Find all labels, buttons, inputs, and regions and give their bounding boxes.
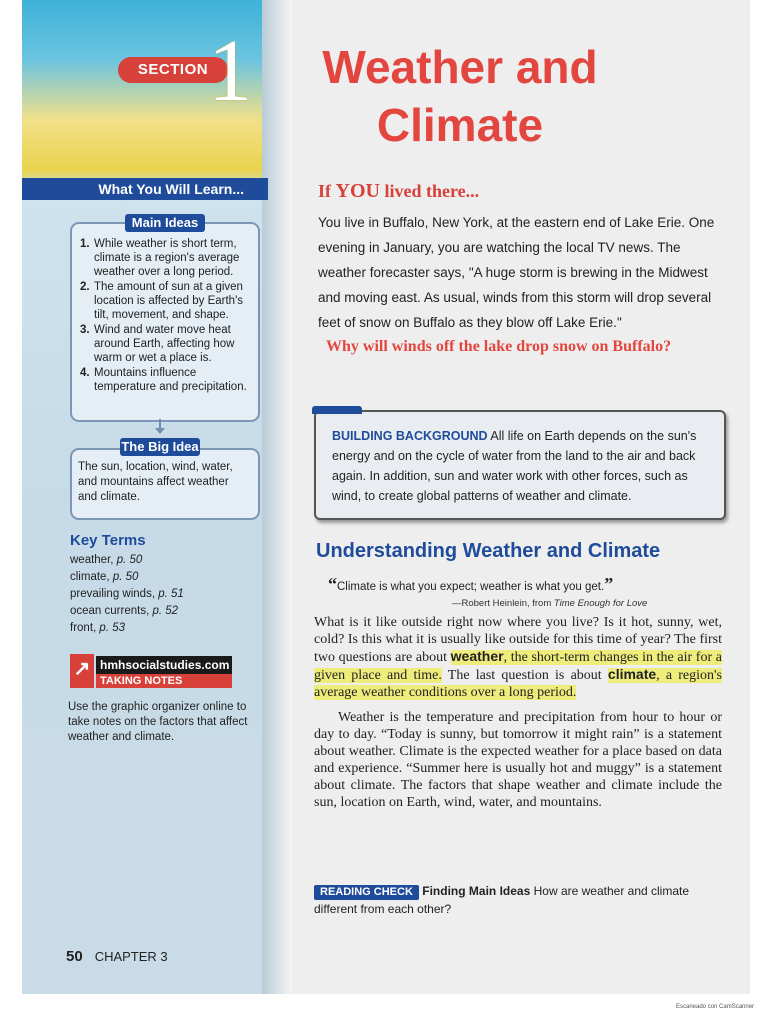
main-idea-item: 2. The amount of sun at a given location is affected by Earth's tilt, movement, and shape. bbox=[80, 281, 244, 321]
paragraph: Weather is the temperature and precipitation from hour to hour or day to day. “Today is sunny, but tomorrow it might rain” is a statement about weather. Climate is the expected weather for a place based on data and experience. “Summer here is usually hot and muggy” is a statement about climate. The factors that shape weather and climate include the sun, location on Earth, wind, water, and mountains. bbox=[314, 710, 722, 810]
main-ideas-list bbox=[80, 237, 256, 395]
hmh-site-link[interactable]: hmhsocialstudies.com bbox=[96, 656, 232, 674]
section-number: 1 bbox=[208, 23, 252, 120]
key-term-item: ocean currents, p. 52 bbox=[70, 605, 179, 617]
page-number: 50 bbox=[66, 948, 83, 965]
arrow-up-right-icon: ↗ bbox=[70, 654, 94, 688]
key-term-item: front, p. 53 bbox=[70, 622, 125, 634]
key-terms-list bbox=[70, 552, 184, 637]
reading-check: READING CHECK Finding Main Ideas How are weather and climate different from each other? bbox=[314, 884, 690, 916]
quote: “Climate is what you expect; weather is what you get.” bbox=[328, 574, 614, 594]
key-term-item: weather, p. 50 bbox=[70, 554, 143, 566]
reading-check-badge: READING CHECK bbox=[314, 885, 419, 900]
section-heading: Understanding Weather and Climate bbox=[316, 540, 661, 562]
body-text bbox=[314, 614, 722, 811]
main-idea-item: 4. Mountains influence temperature and precipitation. bbox=[80, 367, 247, 393]
chapter-label: CHAPTER 3 bbox=[94, 949, 168, 964]
if-you-lived-there-text: You live in Buffalo, New York, at the eastern end of Lake Erie. One evening in January, you are watching the local TV news. The weather forecaster says, "A huge storm is brewing in the Midwest and moving east. As usual, winds from this storm will drop several feet of snow on Buffalo as they blow off Lake Erie." bbox=[318, 215, 715, 330]
arrow-down-icon bbox=[155, 428, 165, 434]
taking-notes-text: Use the graphic organizer online to take notes on the factors that affect weather and climate. bbox=[68, 701, 248, 743]
quote-source: —Robert Heinlein, from Time Enough for Love bbox=[452, 598, 648, 609]
hmh-link-banner[interactable] bbox=[70, 654, 232, 690]
scenario-question: Why will winds off the lake drop snow on Buffalo? bbox=[326, 338, 672, 355]
key-terms-title: Key Terms bbox=[70, 532, 146, 549]
if-you-lived-there-heading: If YOU lived there... bbox=[318, 180, 480, 202]
textbook-page bbox=[22, 0, 750, 994]
section-badge: SECTION bbox=[118, 57, 228, 83]
what-you-will-learn-bar: What You Will Learn... bbox=[22, 178, 268, 200]
big-idea-text: The sun, location, wind, water, and mountains affect weather and climate. bbox=[78, 461, 233, 503]
main-ideas-label: Main Ideas bbox=[125, 214, 205, 232]
scanner-watermark: Escaneado con CamScanner bbox=[676, 1004, 755, 1010]
paragraph: What is it like outside right now where you live? Is it hot, sunny, wet, cold? Is this what it is usually like outside for this time of year? The first two questions are about weather, the short-term changes in the air for a given place and time. The last question is about climate, a region's average weather conditions over a long period. bbox=[314, 615, 723, 700]
key-term-item: climate, p. 50 bbox=[70, 571, 139, 583]
key-term-item: prevailing winds, p. 51 bbox=[70, 588, 184, 600]
building-background-tab bbox=[312, 406, 362, 414]
page-footer bbox=[66, 948, 168, 965]
taking-notes-label: TAKING NOTES bbox=[96, 674, 232, 688]
main-idea-item: 3. Wind and water move heat around Earth, affecting how warm or wet a place is. bbox=[80, 324, 235, 364]
big-idea-label: The Big Idea bbox=[121, 439, 199, 454]
building-background-text: BUILDING BACKGROUND All life on Earth depends on the sun's energy and on the cycle of water from the land to the air and back again. In addition, sun and water work with other forces, such as wind, to create global patterns of weather and climate. bbox=[332, 429, 697, 503]
page-gutter bbox=[262, 0, 292, 994]
main-idea-item: 1. While weather is short term, climate is a region's average weather over a long period. bbox=[80, 238, 240, 278]
page-title: Weather and Climate bbox=[322, 41, 598, 151]
